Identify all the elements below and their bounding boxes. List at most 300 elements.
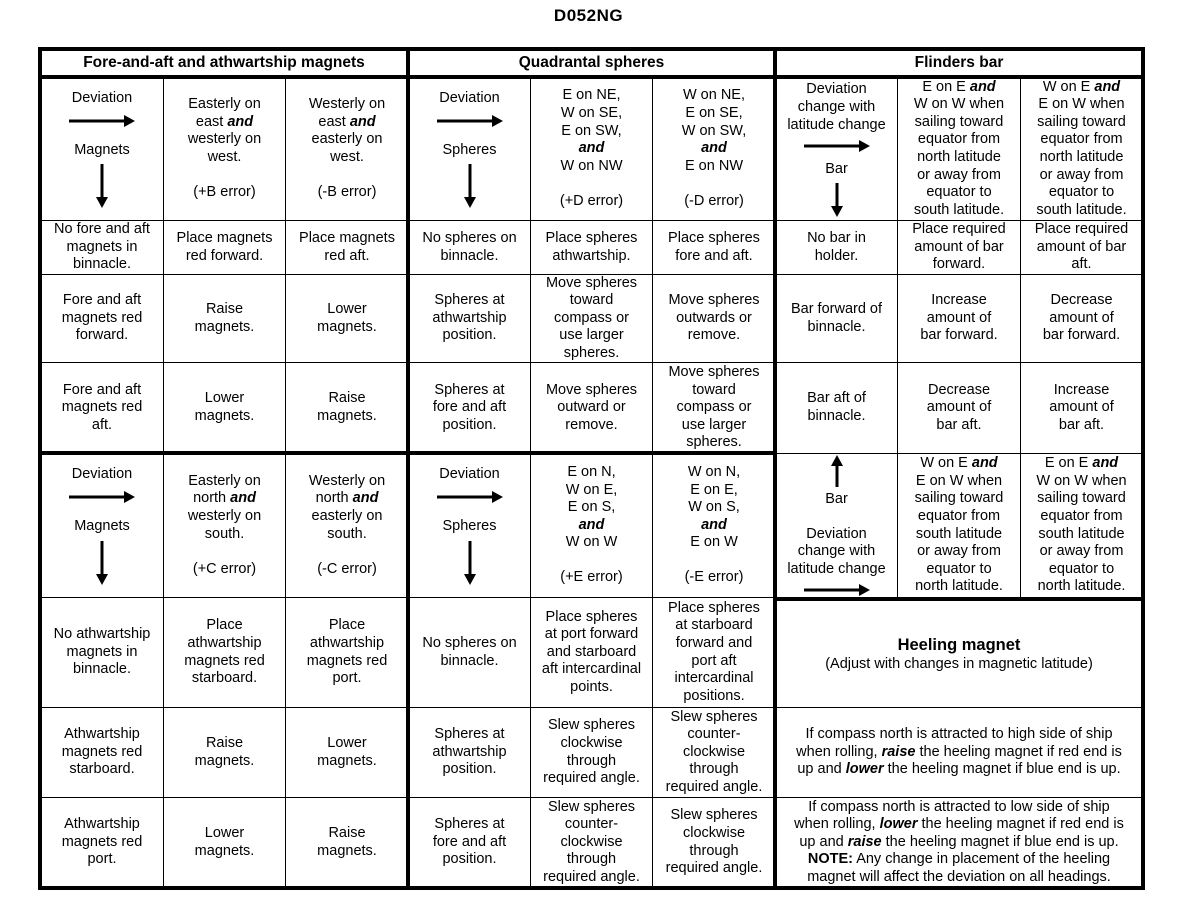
text-line (328, 825, 365, 843)
cell-text: Deviation (71, 89, 133, 106)
cell-text: clockwise (560, 833, 623, 850)
cell-text: Place spheres (668, 599, 760, 616)
cell-text: north (193, 490, 231, 507)
cell-text: Any change in placement of the heeling (852, 851, 1111, 868)
cell-text: position. (442, 327, 497, 344)
cell-text: Lower (327, 734, 367, 751)
cell-text: Easterly on (188, 96, 261, 113)
magnets-plus-b-cell (165, 79, 284, 219)
cell-text: Spheres at (434, 381, 505, 398)
text-line (317, 753, 377, 771)
text-line (1038, 526, 1124, 544)
flinders-cell (899, 222, 1019, 273)
cell-text: or away from (1039, 543, 1124, 560)
flinders-key-top (777, 79, 896, 219)
magnets-top-cell (165, 364, 284, 452)
magnets-top-cell (165, 222, 284, 273)
cell-text: clockwise (560, 734, 623, 751)
cell-text: equator from (917, 507, 1001, 524)
cell-text: easterly on (311, 507, 383, 524)
cell-text: change with (797, 98, 876, 115)
text-line (63, 382, 141, 400)
text-line (692, 382, 736, 400)
cell-text: port aft (691, 652, 737, 669)
text-line (912, 221, 1006, 239)
text-line (579, 517, 605, 535)
text-line (432, 310, 506, 328)
cell-text: magnet will affect the deviation on all headings. (807, 868, 1111, 885)
cell-text: W on E (1042, 78, 1095, 95)
text-line (796, 744, 1122, 762)
magnets-bottom-cell (165, 599, 284, 706)
cell-text: remove. (687, 327, 741, 344)
text-line (434, 382, 504, 400)
text-line (916, 526, 1002, 544)
text-line (72, 90, 132, 108)
text-line (806, 526, 866, 544)
text-line (918, 131, 1000, 149)
text-line (825, 161, 848, 179)
spheres-bottom-cell (410, 599, 529, 706)
text-line (548, 799, 635, 817)
spheres-bottom-cell (532, 799, 651, 886)
text-line (432, 744, 506, 762)
text-line (917, 543, 1001, 561)
text-line (701, 517, 727, 535)
cell-text: south latitude (1038, 525, 1125, 542)
cell-text: E on E (922, 78, 970, 95)
text-line (561, 105, 622, 123)
cell-text: red aft. (324, 247, 370, 264)
cell-text: forward and (675, 634, 753, 651)
emphasis-text: and (230, 490, 256, 507)
magnets-b-key (42, 79, 162, 219)
text-line (915, 490, 1004, 508)
text-line (62, 744, 143, 762)
emphasis-text: and (701, 140, 727, 157)
text-line (547, 644, 636, 662)
error-label (317, 561, 377, 579)
cell-text: (-D error) (684, 192, 744, 209)
cell-text: W on W when (1036, 472, 1127, 489)
emphasis-text: and (352, 490, 379, 507)
cell-text: Slew spheres (670, 708, 758, 725)
emphasis-text: and (578, 140, 605, 157)
cell-text: magnets. (194, 752, 255, 769)
cell-text: outward or (557, 399, 626, 416)
text-line (927, 310, 992, 328)
emphasis-text: lower (879, 816, 918, 833)
cell-text: Bar (825, 161, 848, 178)
flinders-cell (777, 276, 896, 361)
cell-text: required angle. (543, 868, 640, 885)
text-line (545, 626, 639, 644)
text-line (1040, 167, 1124, 185)
spheres-bottom-cell (410, 709, 529, 796)
cell-text: E on S, (567, 499, 616, 516)
spheres-top-cell (410, 364, 529, 452)
cell-text: W on W (565, 534, 618, 551)
cell-text: equator to (926, 560, 992, 577)
cell-text: Place magnets (299, 229, 395, 246)
text-line (926, 561, 991, 579)
text-line (668, 292, 759, 310)
heeling-low-side-cell (777, 799, 1141, 886)
text-line (67, 644, 138, 662)
error-label (685, 569, 744, 587)
cell-text: forward. (932, 256, 986, 273)
magnets-bottom-cell (165, 709, 284, 796)
cell-text: outwards or (676, 309, 752, 326)
cell-text: Raise (328, 390, 366, 407)
cell-text: south latitude. (1036, 201, 1127, 218)
flinders-cell (1022, 222, 1141, 273)
text-line (192, 670, 257, 688)
text-line (798, 543, 875, 561)
cell-text: remove. (565, 416, 618, 433)
cell-text: the heeling magnet if blue end is up. (883, 761, 1121, 778)
text-line (794, 816, 1124, 834)
emphasis-text: and (969, 78, 996, 95)
cell-text: magnets. (317, 752, 377, 769)
cell-text: when rolling, (794, 816, 880, 833)
arrow-down-icon (830, 183, 844, 217)
cell-text: Place required (1034, 221, 1129, 238)
cell-text: points. (570, 678, 613, 695)
cell-text: Move spheres (545, 274, 638, 291)
cell-text: fore and aft (432, 399, 507, 416)
text-line (433, 834, 506, 852)
cell-text: E on W (690, 534, 738, 551)
text-line (1043, 79, 1120, 97)
heeling-subtitle: (Adjust with changes in magnetic latitude) (825, 655, 1093, 672)
text-line (64, 726, 140, 744)
text-line (195, 753, 255, 771)
cell-text: W on SW, (681, 122, 747, 139)
magnets-top-cell (42, 364, 162, 452)
text-line (1036, 473, 1126, 491)
text-line (434, 726, 504, 744)
cell-text: binnacle. (807, 318, 866, 335)
text-line (806, 81, 866, 99)
text-line (570, 292, 614, 310)
text-line (92, 417, 112, 435)
text-line (206, 301, 243, 319)
text-line (1040, 508, 1122, 526)
text-line (560, 735, 622, 753)
text-line (568, 499, 616, 517)
text-line (914, 202, 1004, 220)
spheres-bottom-cell (532, 599, 651, 706)
text-line (687, 726, 740, 744)
text-line (177, 230, 273, 248)
cell-text: Lower (204, 824, 245, 841)
cell-text: W on E (920, 455, 972, 472)
cell-text: athwartship. (552, 247, 631, 264)
magnets-minus-c-cell (287, 455, 407, 596)
text-line (808, 851, 1110, 869)
cell-text: No spheres on (422, 634, 517, 651)
cell-text: Slew spheres (670, 807, 758, 824)
cell-text: at starboard (675, 617, 753, 634)
text-line (546, 230, 638, 248)
text-line (546, 275, 637, 293)
text-line (188, 131, 261, 149)
text-line (543, 869, 640, 887)
document-code: D052NG (553, 6, 624, 25)
arrow-right-icon (69, 490, 135, 504)
cell-text: W on N, (687, 463, 741, 480)
text-line (688, 499, 740, 517)
text-line (310, 635, 384, 653)
cell-text: bar forward. (920, 327, 998, 344)
text-line (195, 319, 255, 337)
text-line (689, 761, 738, 779)
text-line (205, 825, 245, 843)
cell-text: aft. (91, 416, 113, 433)
cell-text: (-E error) (684, 569, 744, 586)
magnets-bottom-cell (165, 799, 284, 886)
arrow-right-icon (804, 139, 870, 153)
cell-text: south latitude. (913, 201, 1005, 218)
text-line (668, 364, 759, 382)
cell-text: aft. (1071, 256, 1092, 273)
error-label (193, 184, 255, 202)
cell-text: north latitude. (915, 578, 1003, 595)
text-line (918, 508, 1000, 526)
cell-text: south. (327, 525, 367, 542)
spheres-top-cell (410, 222, 529, 273)
cell-text: Place spheres (545, 608, 638, 625)
cell-text: (-C error) (317, 560, 377, 577)
cell-text: Spheres at (434, 292, 505, 309)
cell-text: binnacle. (807, 408, 866, 424)
cell-text: Raise (205, 734, 244, 751)
text-line (808, 799, 1109, 817)
text-line (931, 292, 987, 310)
text-line (1040, 131, 1122, 149)
text-line (434, 292, 504, 310)
emphasis-text: and (1092, 455, 1119, 472)
cell-text: through (566, 851, 617, 868)
table-rule (285, 77, 286, 888)
cell-text: the heeling magnet if red end is (917, 816, 1124, 833)
cell-text: E on NE, (562, 87, 621, 104)
text-line (74, 142, 130, 160)
cell-text: Slew spheres (547, 798, 636, 815)
cell-text: Place spheres (668, 229, 760, 246)
text-line (195, 408, 255, 426)
table-rule (1020, 77, 1021, 598)
text-line (1050, 292, 1112, 310)
cell-text: south latitude (915, 525, 1003, 542)
text-line (188, 473, 261, 491)
text-line (691, 653, 736, 671)
cell-text: west. (330, 149, 364, 165)
text-line (799, 834, 1118, 852)
flinders-north-plus-cell (899, 79, 1019, 219)
text-line (807, 408, 865, 426)
cell-text: north latitude. (1037, 578, 1126, 595)
text-line (565, 417, 617, 435)
magnets-bottom-cell (287, 709, 407, 796)
text-line (920, 327, 997, 345)
text-line (1036, 202, 1126, 220)
flinders-key-bottom (777, 455, 896, 596)
table-rule (40, 707, 1143, 708)
cell-text: use larger (681, 416, 747, 433)
text-line (206, 617, 242, 635)
cell-text: If compass north is attracted to high side of ship (805, 726, 1113, 743)
cell-text: Fore and aft (62, 381, 142, 398)
text-line (898, 634, 1021, 656)
cell-text: athwartship (432, 743, 507, 760)
text-line (1045, 455, 1118, 473)
text-line (1043, 327, 1120, 345)
text-line (307, 653, 388, 671)
text-line (922, 79, 995, 97)
cell-text: counter- (687, 726, 741, 743)
error-label (318, 184, 377, 202)
text-line (676, 635, 753, 653)
text-line (807, 390, 866, 408)
text-line (805, 726, 1112, 744)
cell-text: magnets. (317, 318, 377, 335)
cell-text: or away from (1039, 166, 1124, 183)
text-line (807, 319, 865, 337)
text-line (552, 248, 630, 266)
spheres-d-key (410, 79, 529, 219)
cell-text: holder. (814, 247, 859, 264)
text-line (76, 327, 128, 345)
emphasis-text: and (971, 455, 998, 472)
cell-text: Place magnets (176, 229, 273, 246)
cell-text: (+B error) (193, 184, 256, 201)
emphasis-text: and (701, 516, 727, 533)
cell-text: bar aft. (1058, 416, 1105, 433)
text-line (439, 90, 499, 108)
text-line (1049, 310, 1114, 328)
magnets-top-cell (287, 276, 407, 361)
text-line (1040, 543, 1124, 561)
text-line (87, 851, 116, 869)
spheres-top-cell (532, 276, 651, 361)
cell-text: position. (442, 761, 497, 778)
spheres-bottom-cell (532, 709, 651, 796)
text-line (317, 843, 377, 861)
text-line (915, 578, 1003, 596)
cell-text: Athwartship (64, 726, 140, 743)
spheres-plus-d-cell (532, 79, 651, 219)
cell-text: magnets. (194, 408, 255, 424)
text-line (666, 779, 763, 797)
text-line (1035, 221, 1129, 239)
arrow-right-icon (69, 114, 135, 128)
text-line (1037, 239, 1126, 257)
text-line (543, 770, 640, 788)
cell-text: change with (797, 543, 876, 560)
flinders-cell (777, 222, 896, 273)
emphasis-text: and (349, 113, 376, 130)
text-line (928, 382, 990, 400)
text-line (1054, 382, 1110, 400)
text-line (62, 834, 143, 852)
text-line (1049, 399, 1114, 417)
cell-text: toward (692, 381, 736, 398)
text-line (1071, 256, 1091, 274)
cell-text: equator from (917, 131, 1001, 148)
text-line (690, 482, 738, 500)
cell-text: W on NE, (682, 87, 746, 104)
text-line (688, 464, 740, 482)
cell-text: binnacle. (440, 247, 499, 264)
cell-text: W on W when (913, 96, 1005, 113)
cell-text: port. (332, 670, 362, 687)
text-line (205, 390, 245, 408)
cell-text: Deviation (806, 81, 867, 98)
text-line (309, 473, 385, 491)
cell-text: aft intercardinal (541, 661, 642, 678)
text-line (1049, 561, 1114, 579)
text-line (546, 609, 638, 627)
text-line (1040, 149, 1124, 167)
magnets-bottom-cell (42, 599, 162, 706)
text-line (557, 399, 626, 417)
cell-text: Westerly on (308, 96, 386, 113)
text-line (422, 230, 516, 248)
text-line (936, 417, 981, 435)
text-line (668, 230, 760, 248)
text-line (927, 399, 992, 417)
cell-text: Deviation (806, 525, 867, 542)
cell-text: Bar (825, 491, 848, 508)
text-line (67, 239, 138, 257)
text-line (825, 491, 848, 509)
cell-text: south. (204, 525, 245, 542)
text-line (317, 319, 377, 337)
cell-text: the heeling magnet if blue end is up. (881, 833, 1119, 850)
text-line (683, 825, 745, 843)
cell-text: easterly on (311, 131, 383, 148)
flinders-cell (899, 276, 1019, 361)
spheres-minus-e-cell (654, 455, 774, 596)
cell-text: sailing toward (914, 113, 1004, 130)
text-line (184, 653, 265, 671)
text-line (690, 534, 738, 552)
magnets-bottom-cell (287, 799, 407, 886)
cell-text: fore and aft (432, 833, 507, 850)
text-line (566, 534, 618, 552)
cell-text: sailing toward (914, 490, 1004, 507)
heeling-high-side-cell (777, 709, 1141, 796)
text-line (787, 561, 885, 579)
cell-text: amount of (926, 399, 992, 416)
flinders-header: Flinders bar (914, 54, 1004, 71)
text-line (916, 473, 1002, 491)
text-line (327, 735, 367, 753)
cell-text: use larger (559, 327, 624, 344)
text-line (442, 851, 496, 869)
cell-text: clockwise (682, 824, 746, 841)
text-line (677, 399, 752, 417)
text-line (914, 96, 1004, 114)
error-label (684, 193, 744, 211)
spheres-header: Quadrantal spheres (518, 54, 665, 71)
table-rule (40, 597, 775, 598)
cell-text: equator from (1040, 131, 1123, 148)
magnets-header: Fore-and-aft and athwartship magnets (83, 54, 365, 71)
cell-text: required angle. (665, 860, 763, 877)
